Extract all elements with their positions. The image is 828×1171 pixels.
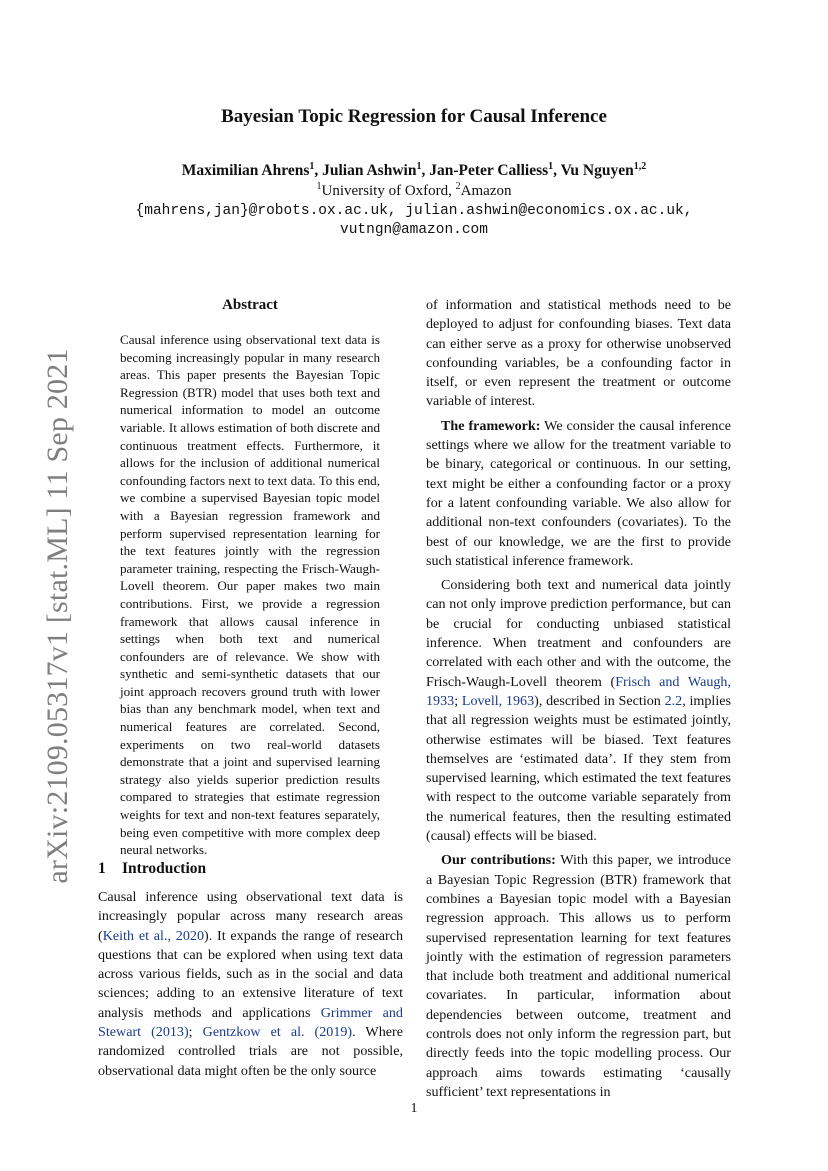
citation-link[interactable]: Gentzkow et al. (2019)	[202, 1024, 353, 1041]
section-number: 1	[98, 860, 106, 877]
arxiv-identifier: arXiv:2109.05317v1 [stat.ML] 11 Sep 2021	[41, 348, 74, 884]
citation-link[interactable]: Keith et al., 2020	[102, 927, 204, 944]
author-name: Maximilian Ahrens	[181, 162, 310, 180]
page-number: 1	[410, 1101, 418, 1116]
email-line: {mahrens,jan}@robots.ox.ac.uk, julian.ashwin@economics.ox.ac.uk,	[135, 203, 693, 219]
text-run: Causal inference using observational text data is increasingly popular across many research areas (	[98, 889, 403, 944]
abstract-text: Causal inference using observational text data is becoming increasingly popular in many research areas. This paper presents the Bayesian Topic Regression (BTR) model that uses both text and numerical information to model an outcome variable. It allows estimation of both discrete and continuous treatment effects. Furthermore, it allows for the inclusion of additional numerical confounding factors next to text data. To this end, we combine a supervised Bayesian topic model with a Bayesian regression framework and perform supervised representation learning for the text features jointly with the regression parameter training, respecting the Frisch-Waugh-Lovell theorem. Our paper makes two main contributions. First, we provide a regression framework that allows causal inference in settings when both text and numerical confounders are of relevance. We show with synthetic and semi-synthetic datasets that our joint approach recovers ground truth with lower bias than any benchmark model, when text and numerical features are correlated. Second, experiments on two real-world datasets demonstrate that a joint and supervised learning strategy also yields superior prediction results compared to strategies that estimate regression weights for text and non-text features separately, being even competitive with more complex deep neural networks.	[120, 332, 380, 858]
affiliation-mark: 1	[548, 161, 554, 172]
citation-link[interactable]: Grimmer and Stewart (2013)	[98, 1004, 403, 1041]
paragraph	[98, 888, 403, 1081]
text-run: . Where randomized controlled trials are not possible, observational data might often be the only source	[98, 1024, 403, 1079]
text-run: ). It expands the range of research questions that can be explored when using text data across various fields, such as in the social and data sciences; adding to an extensive literature of text analysis methods and applications	[98, 927, 403, 1021]
affiliation-mark: 1	[316, 181, 322, 192]
author-name: Julian Ashwin	[322, 162, 417, 180]
text-run: ), described in Section	[534, 692, 665, 709]
author-name: Vu Nguyen	[560, 162, 634, 180]
email-line: vutngn@amazon.com	[340, 222, 488, 238]
text-run: Considering both text and numerical data jointly can not only improve prediction performance, but can be crucial for conducting unbiased statistical inference. When treatment and confounders are correlated with each other and with the outcome, the Frisch-Waugh-Lovell theorem (	[426, 577, 731, 690]
author-separator: ,	[421, 162, 430, 180]
affiliation-name: University of Oxford	[321, 183, 449, 199]
abstract-heading: Abstract	[222, 297, 278, 313]
affiliation-mark: 1	[309, 161, 315, 172]
right-column-body	[426, 296, 731, 1100]
author-separator: ,	[553, 162, 561, 180]
text-run: ;	[454, 692, 462, 709]
paragraph-lead: The framework:	[441, 417, 541, 434]
introduction-body	[98, 888, 403, 1088]
paper-title: Bayesian Topic Regression for Causal Inference	[221, 106, 607, 127]
paragraph	[426, 417, 731, 571]
affiliation-mark: 2	[455, 181, 461, 192]
section-title: Introduction	[122, 860, 207, 877]
affiliation-separator: ,	[448, 183, 456, 199]
text-run: With this paper, we introduce a Bayesian Topic Regression (BTR) framework that combines a Bayesian topic model with a Bayesian regression approach. This allows us to perform supervised representation learning for text features jointly with the estimation of regression parameters that include both treatment and additional numerical covariates. In particular, information about dependencies between outcome, treatment and controls does not only inform the regression part, but directly feeds into the topic modelling process. Our approach aims towards estimating ‘causally sufficient’ text representations in	[426, 852, 731, 1100]
author-name: Jan-Peter Calliess	[429, 162, 549, 180]
text-run: We consider the causal inference settings where we allow for the treatment variable to be binary, categorical or continuous. In our setting, text might be either a confounding factor or a proxy for a latent confounding variable. We also allow for additional non-text confounders (covariates). To the best of our knowledge, we are the first to provide such statistical inference framework.	[426, 417, 731, 569]
affiliations	[0, 181, 828, 200]
affiliation-mark: 1	[416, 161, 422, 172]
author-separator: ,	[314, 162, 323, 180]
text-run: ;	[188, 1024, 203, 1041]
paragraph-lead: Our contributions:	[441, 852, 556, 869]
section-heading	[98, 860, 403, 878]
citation-link[interactable]: Frisch and Waugh, 1933	[426, 673, 731, 709]
section-reference-link[interactable]: 2.2	[664, 692, 683, 709]
text-run: , implies that all regression weights must be estimated jointly, otherwise estimates will be biased. Text features themselves are ‘estimated data’. If they stem from supervised learning, which estimated the text features with respect to the outcome variable separately from the numerical features, then the resulting estimated (causal) effects will be biased.	[426, 692, 731, 845]
citation-link[interactable]: Lovell, 1963	[461, 692, 535, 709]
author-list	[0, 161, 828, 180]
affiliation-mark: 1,2	[633, 161, 647, 172]
paragraph	[426, 576, 731, 846]
paragraph	[426, 851, 731, 1102]
affiliation-name: Amazon	[460, 183, 512, 199]
paragraph: of information and statistical methods need to be deployed to adjust for confounding biases. Text data can either serve as a proxy for otherwise unobserved confounding variables, be a confounding factor in itself, or even represent the treatment or outcome variable of interest.	[426, 297, 731, 410]
